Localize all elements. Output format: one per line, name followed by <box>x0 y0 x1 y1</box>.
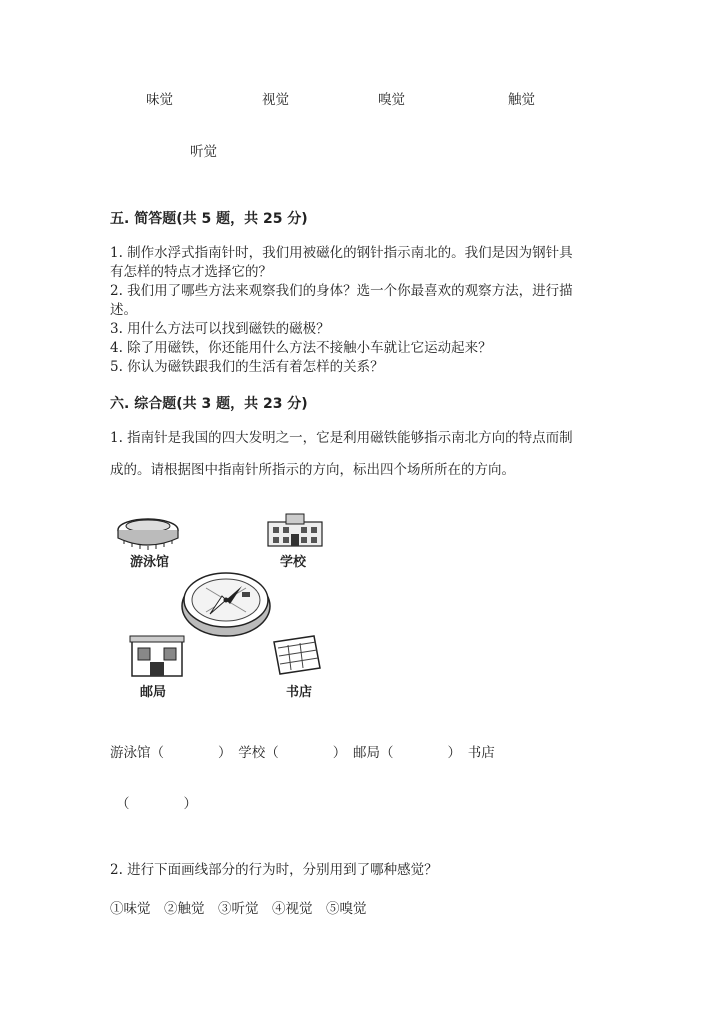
question-text: 2. 我们用了哪些方法来观察我们的身体？选一个你最喜欢的观察方法，进行描 <box>110 283 573 299</box>
question-text: 2. 进行下面画线部分的行为时，分别用到了哪种感觉？ <box>110 862 438 878</box>
bookstore-label: 书店 <box>286 685 313 700</box>
bookstore-icon <box>274 636 320 674</box>
compass-icon <box>182 573 270 636</box>
school-icon <box>268 514 322 546</box>
question-text: 3. 用什么方法可以找到磁铁的磁极？ <box>110 321 330 337</box>
post-office-label: 邮局 <box>140 685 167 700</box>
question-text: 5. 你认为磁铁跟我们的生活有着怎样的关系？ <box>110 359 384 375</box>
section-5-title: 五. 简答题(共 5 题，共 25 分) <box>110 211 308 227</box>
answer-blank-line[interactable]: 游泳馆（ ） 学校（ ） 邮局（ ） 书店 <box>110 745 495 761</box>
post-office-icon <box>130 636 184 676</box>
pool-label: 游泳馆 <box>130 555 170 570</box>
question-text: 1. 制作水浮式指南针时，我们用被磁化的钢针指示南北的。我们是因为钢针具 <box>110 245 573 261</box>
question-text: 有怎样的特点才选择它的？ <box>110 264 272 280</box>
question-text: 4. 除了用磁铁，你还能用什么方法不接触小车就让它运动起来？ <box>110 340 492 356</box>
school-label: 学校 <box>280 555 307 570</box>
sense-option: 嗅觉 <box>378 92 405 108</box>
compass-map-figure <box>110 500 370 710</box>
sense-option: 视觉 <box>262 92 289 108</box>
question-text: 成的。请根据图中指南针所指示的方向，标出四个场所所在的方向。 <box>110 462 515 478</box>
question-text: 1. 指南针是我国的四大发明之一，它是利用磁铁能够指示南北方向的特点而制 <box>110 430 573 446</box>
sense-option: 听觉 <box>190 144 217 160</box>
sense-option: 触觉 <box>508 92 535 108</box>
sense-option: 味觉 <box>146 92 173 108</box>
sense-options-list: ①味觉 ②触觉 ③听觉 ④视觉 ⑤嗅觉 <box>110 901 367 917</box>
swimming-pool-icon <box>118 519 178 550</box>
section-6-title: 六. 综合题(共 3 题，共 23 分) <box>110 396 308 412</box>
question-text: 述。 <box>110 302 137 318</box>
answer-blank-line[interactable]: （ ） <box>116 796 197 812</box>
